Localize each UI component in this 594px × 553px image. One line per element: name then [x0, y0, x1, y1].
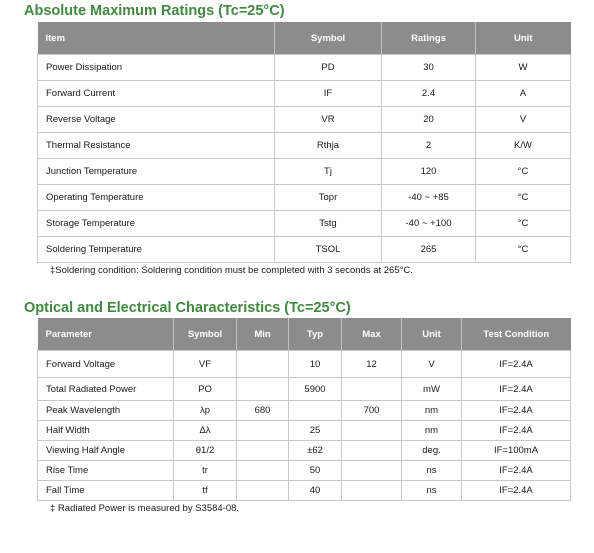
header-symbol: Symbol — [174, 318, 237, 351]
cell-test-condition: IF=2.4A — [462, 481, 571, 501]
cell-symbol: Tj — [275, 159, 382, 185]
cell-min: 680 — [237, 401, 289, 421]
table-row — [38, 55, 571, 81]
cell-item: Power Dissipation — [38, 55, 275, 81]
cell-unit: V — [402, 351, 462, 378]
cell-symbol: Tstg — [275, 211, 382, 237]
header-parameter: Parameter — [38, 318, 174, 351]
cell-parameter: Half Width — [38, 421, 174, 441]
table-row — [38, 441, 571, 461]
cell-item: Forward Current — [38, 81, 275, 107]
cell-symbol: VR — [275, 107, 382, 133]
optical-characteristics-table — [37, 318, 571, 501]
cell-max: 700 — [342, 401, 402, 421]
cell-unit: A — [476, 81, 571, 107]
cell-symbol: PO — [174, 378, 237, 401]
table-row — [38, 237, 571, 263]
cell-min — [237, 461, 289, 481]
header-test-condition: Test Condition — [462, 318, 571, 351]
cell-item: Soldering Temperature — [38, 237, 275, 263]
cell-min — [237, 351, 289, 378]
table-row — [38, 107, 571, 133]
cell-unit: K/W — [476, 133, 571, 159]
cell-typ: 10 — [289, 351, 342, 378]
cell-unit: V — [476, 107, 571, 133]
table-row — [38, 351, 571, 378]
cell-max — [342, 441, 402, 461]
cell-rating: 120 — [382, 159, 476, 185]
cell-unit: mW — [402, 378, 462, 401]
cell-symbol: PD — [275, 55, 382, 81]
table-row — [38, 378, 571, 401]
cell-item: Reverse Voltage — [38, 107, 275, 133]
cell-unit: W — [476, 55, 571, 81]
header-unit: Unit — [402, 318, 462, 351]
cell-parameter: Total Radiated Power — [38, 378, 174, 401]
table-row — [38, 185, 571, 211]
table-row — [38, 81, 571, 107]
cell-parameter: Viewing Half Angle — [38, 441, 174, 461]
cell-item: Operating Temperature — [38, 185, 275, 211]
cell-max — [342, 481, 402, 501]
absolute-ratings-title: Absolute Maximum Ratings (Tc=25°C) — [24, 3, 285, 19]
cell-unit: °C — [476, 185, 571, 211]
cell-parameter: Forward Voltage — [38, 351, 174, 378]
cell-item: Junction Temperature — [38, 159, 275, 185]
cell-symbol: tf — [174, 481, 237, 501]
cell-rating: 265 — [382, 237, 476, 263]
table-row — [38, 481, 571, 501]
cell-test-condition: IF=2.4A — [462, 421, 571, 441]
cell-symbol: Topr — [275, 185, 382, 211]
header-item: Item — [38, 22, 275, 55]
cell-min — [237, 441, 289, 461]
cell-test-condition: IF=2.4A — [462, 461, 571, 481]
optical-characteristics-title: Optical and Electrical Characteristics (Tc=25°C) — [24, 300, 351, 316]
cell-symbol: TSOL — [275, 237, 382, 263]
cell-typ — [289, 401, 342, 421]
cell-symbol: θ1/2 — [174, 441, 237, 461]
header-ratings: Ratings — [382, 22, 476, 55]
cell-parameter: Peak Wavelength — [38, 401, 174, 421]
cell-rating: 30 — [382, 55, 476, 81]
cell-typ: 40 — [289, 481, 342, 501]
cell-test-condition: IF=2.4A — [462, 378, 571, 401]
cell-typ: ±62 — [289, 441, 342, 461]
header-max: Max — [342, 318, 402, 351]
cell-rating: 2 — [382, 133, 476, 159]
cell-max — [342, 378, 402, 401]
cell-rating: 20 — [382, 107, 476, 133]
cell-unit: °C — [476, 237, 571, 263]
cell-min — [237, 481, 289, 501]
cell-min — [237, 421, 289, 441]
cell-max — [342, 461, 402, 481]
cell-symbol: λp — [174, 401, 237, 421]
table-row — [38, 211, 571, 237]
cell-rating: -40 ~ +100 — [382, 211, 476, 237]
cell-symbol: Rthja — [275, 133, 382, 159]
cell-item: Thermal Resistance — [38, 133, 275, 159]
cell-max: 12 — [342, 351, 402, 378]
header-symbol: Symbol — [275, 22, 382, 55]
table-header-row — [38, 22, 571, 55]
header-typ: Typ — [289, 318, 342, 351]
cell-typ: 50 — [289, 461, 342, 481]
table-row — [38, 133, 571, 159]
cell-typ: 25 — [289, 421, 342, 441]
cell-symbol: IF — [275, 81, 382, 107]
absolute-ratings-table — [37, 22, 571, 263]
cell-test-condition: IF=2.4A — [462, 351, 571, 378]
soldering-note: ‡Soldering condition: Soldering condition must be completed with 3 seconds at 265°C. — [50, 265, 413, 276]
cell-unit: ns — [402, 461, 462, 481]
table-row — [38, 421, 571, 441]
radiated-power-note: ‡ Radiated Power is measured by S3584-08. — [50, 503, 240, 514]
table-row — [38, 401, 571, 421]
table-row — [38, 461, 571, 481]
cell-max — [342, 421, 402, 441]
cell-item: Storage Temperature — [38, 211, 275, 237]
cell-typ: 5900 — [289, 378, 342, 401]
header-unit: Unit — [476, 22, 571, 55]
cell-symbol: VF — [174, 351, 237, 378]
header-min: Min — [237, 318, 289, 351]
cell-symbol: Δλ — [174, 421, 237, 441]
cell-rating: 2.4 — [382, 81, 476, 107]
cell-parameter: Fall Time — [38, 481, 174, 501]
cell-parameter: Rise Time — [38, 461, 174, 481]
cell-test-condition: IF=100mA — [462, 441, 571, 461]
cell-unit: °C — [476, 159, 571, 185]
cell-unit: ns — [402, 481, 462, 501]
cell-test-condition: IF=2.4A — [462, 401, 571, 421]
cell-symbol: tr — [174, 461, 237, 481]
cell-unit: nm — [402, 401, 462, 421]
cell-min — [237, 378, 289, 401]
cell-rating: -40 ~ +85 — [382, 185, 476, 211]
cell-unit: °C — [476, 211, 571, 237]
table-row — [38, 159, 571, 185]
table-header-row — [38, 318, 571, 351]
cell-unit: deg. — [402, 441, 462, 461]
cell-unit: nm — [402, 421, 462, 441]
